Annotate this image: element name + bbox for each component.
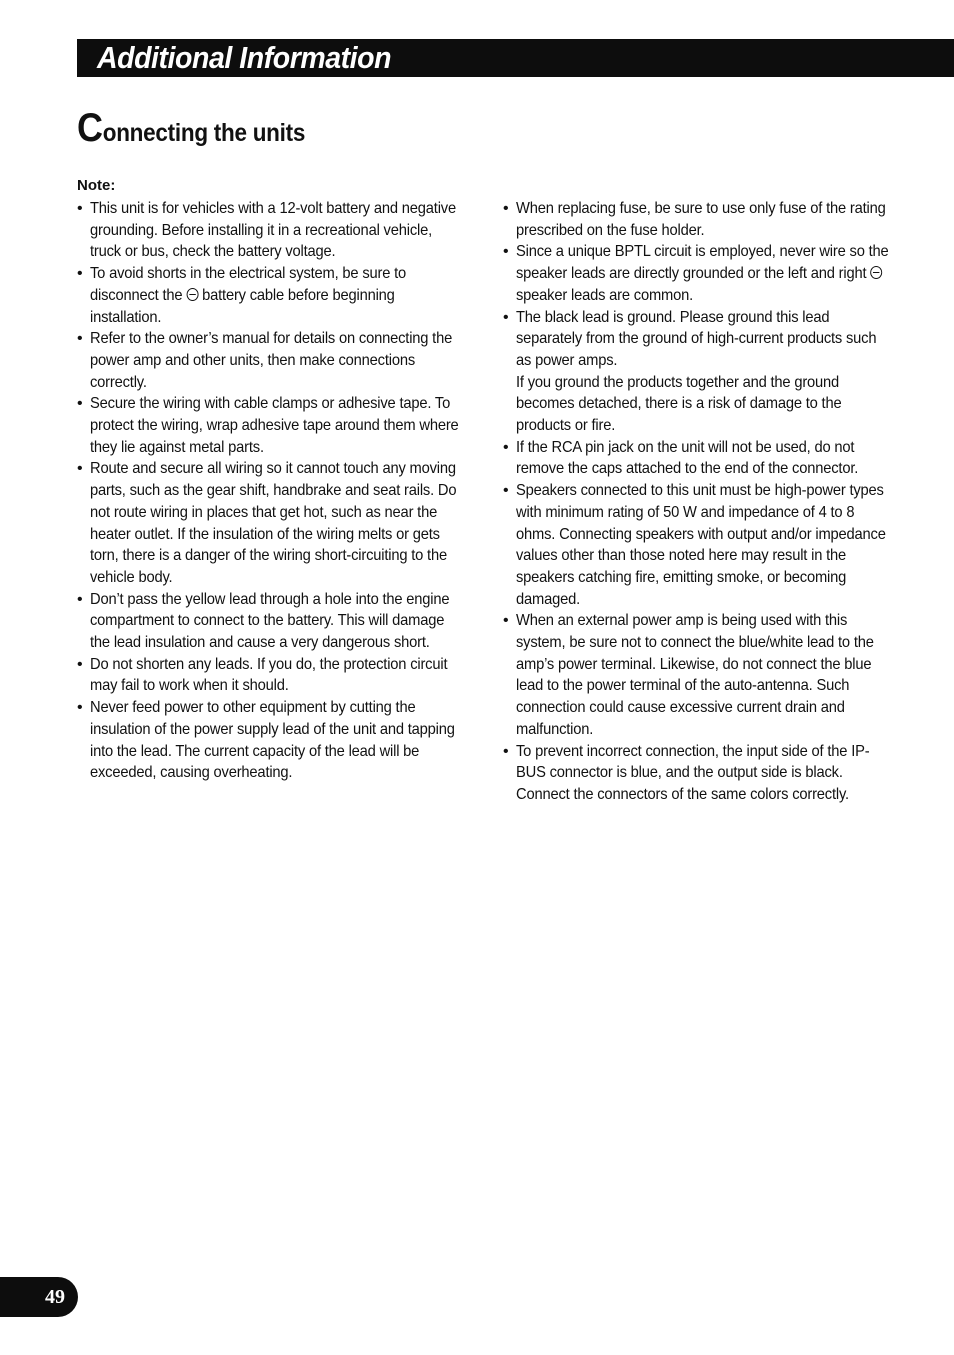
note-item: • This unit is for vehicles with a 12-volt battery and negative grounding. Before installing it in a recreational vehicle, truck or bus, check the battery voltage. <box>77 198 467 263</box>
note-item: • Route and secure all wiring so it cannot touch any moving parts, such as the gear shift, handbrake and seat rails. Do not route wiring in places that get hot, such as near the heater outlet. If the insulation of the wiring melts or gets torn, there is a danger of the wiring short-circuiting to the vehicle body. <box>77 458 467 588</box>
note-item: • Since a unique BPTL circuit is employed, never wire so the speaker leads are directly grounded or the left and right speaker leads are common. <box>503 241 895 306</box>
left-column-notes <box>77 198 467 784</box>
page-number-tab <box>0 1277 78 1317</box>
note-item: • Don’t pass the yellow lead through a hole into the engine compartment to connect to the battery. This will damage the lead insulation and cause a very dangerous short. <box>77 589 467 654</box>
section-title-initial: C <box>77 106 103 150</box>
page-number: 49 <box>45 1286 65 1308</box>
note-item: • When replacing fuse, be sure to use only fuse of the rating prescribed on the fuse holder. <box>503 198 895 241</box>
note-item: • If the RCA pin jack on the unit will not be used, do not remove the caps attached to the end of the connector. <box>503 437 895 480</box>
section-title-rest: onnecting the units <box>102 119 306 147</box>
note-item: • To prevent incorrect connection, the input side of the IP-BUS connector is blue, and the output side is black. Connect the connectors of the same colors correctly. <box>503 741 895 806</box>
note-item: • Speakers connected to this unit must be high-power types with minimum rating of 50 W and impedance of 4 to 8 ohms. Connecting speakers with output and/or impedance values other than those noted here may result in the speakers catching fire, emitting smoke, or becoming damaged. <box>503 480 895 610</box>
note-item: • Never feed power to other equipment by cutting the insulation of the power supply lead of the unit and tapping into the lead. The current capacity of the lead will be exceeded, causing overheating. <box>77 697 467 784</box>
note-item: • To avoid shorts in the electrical system, be sure to disconnect the battery cable before beginning installation. <box>77 263 467 328</box>
note-item: • Do not shorten any leads. If you do, the protection circuit may fail to work when it should. <box>77 654 467 697</box>
note-item: • Secure the wiring with cable clamps or adhesive tape. To protect the wiring, wrap adhesive tape around them where they lie against metal parts. <box>77 393 467 458</box>
negative-terminal-icon <box>186 288 198 301</box>
header-title: Additional Information <box>97 40 392 75</box>
right-column-notes <box>503 198 895 806</box>
note-label: Note: <box>77 177 116 194</box>
negative-terminal-icon <box>870 266 882 279</box>
note-item: • The black lead is ground. Please ground this lead separately from the ground of high-current products such as power amps. If you ground the products together and the ground becomes detached, there is a risk of damage to the products or fire. <box>503 307 895 437</box>
section-title <box>77 108 305 148</box>
note-item: • When an external power amp is being used with this system, be sure not to connect the blue/white lead to the amp’s power terminal. Likewise, do not connect the blue lead to the power terminal of the auto-antenna. Such connection could cause excessive current drain and malfunction. <box>503 610 895 740</box>
section-header-bar <box>77 39 954 77</box>
note-item: • Refer to the owner’s manual for details on connecting the power amp and other units, then make connections correctly. <box>77 328 467 393</box>
